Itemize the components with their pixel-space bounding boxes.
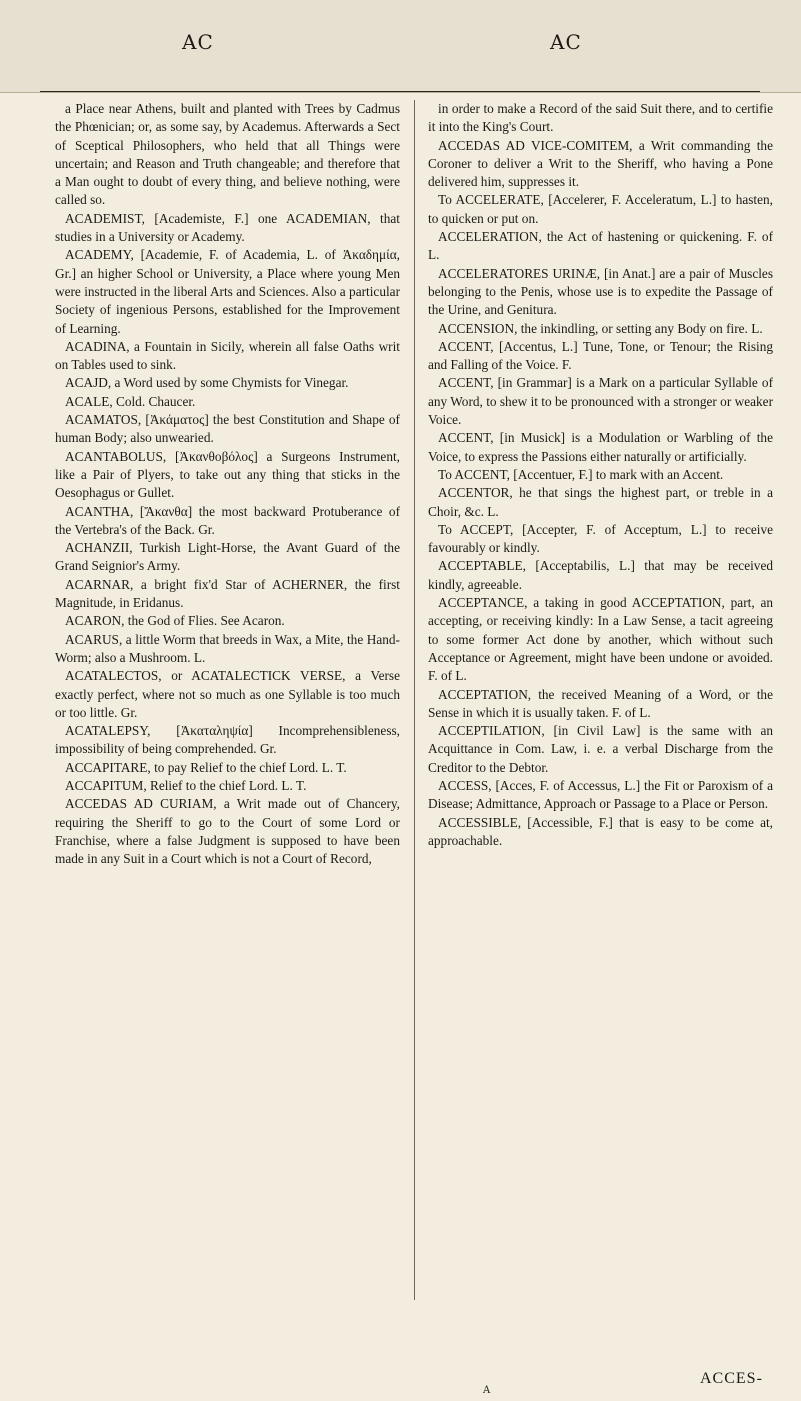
running-head-right: AC xyxy=(550,30,582,54)
dictionary-entry: ACCEPTATION, the received Meaning of a Word, or the Sense in which it is usually taken. F. of L. xyxy=(428,686,773,720)
dictionary-entry: ACCEPTANCE, a taking in good ACCEPTATION, part, an accepting, or receiving kindly: In a Law Sense, a tacit agreeing to some former Act done by another, which without such Acceptance or Agreement, might have been undone or avoided. F. of L. xyxy=(428,595,773,684)
dictionary-entry: ACCESS, [Acces, F. of Accessus, L.] the Fit or Paroxism of a Disease; Admittance, Approach or Passage to a Place or Person. xyxy=(428,777,773,812)
dictionary-entry: ACCENT, [Accentus, L.] Tune, Tone, or Tenour; the Rising and Falling of the Voice. F. xyxy=(428,338,773,373)
dictionary-entry: ACADEMY, [Academie, F. of Academia, L. of Ἀκαδημία, Gr.] an higher School or University, a Place where young Men were instructed in the liberal Arts and Sciences. Also a particular Society of ingenious Persons, established for the Improvement of Learning. xyxy=(55,247,400,336)
column-divider xyxy=(414,100,415,1300)
dictionary-entry: To ACCENT, [Accentuer, F.] to mark with an Accent. xyxy=(438,466,724,482)
page-header xyxy=(0,0,801,93)
dictionary-entry: ACCAPITARE, to pay Relief to the chief Lord. L. T. xyxy=(65,759,347,775)
running-head-left: AC xyxy=(182,30,214,54)
dictionary-entry: ACAJD, a Word used by some Chymists for Vinegar. xyxy=(65,375,349,391)
dictionary-entry: ACCENSION, the inkindling, or setting any Body on fire. L. xyxy=(438,320,763,336)
dictionary-entry: ACCENT, [in Grammar] is a Mark on a particular Syllable of any Word, to shew it to be pronounced with a stronger or weaker Voice. xyxy=(428,375,773,428)
dictionary-entry: a Place near Athens, built and planted with Trees by Cadmus the Phœnician; or, as some say, by Academus. Afterwards a Sect of Sceptical Philosophers, who held that all Things were uncertain; and Reason and Truth changeable; and therefore that a Man ought to doubt of every thing, and believe nothing, were called so. xyxy=(55,101,400,208)
dictionary-entry: ACCEPTILATION, [in Civil Law] is the same with an Acquittance in Com. Law, i. e. a verbal Discharge from the Creditor to the Debtor. xyxy=(428,723,773,775)
dictionary-entry: ACAMATOS, [Ἀκάματος] the best Constitution and Shape of human Body; also unwearied. xyxy=(55,412,400,446)
dictionary-entry: ACCELERATORES URINÆ, [in Anat.] are a pair of Muscles belonging to the Penis, whose use is to expedite the Passage of the Urine, and Genitura. xyxy=(428,265,773,318)
dictionary-entry: ACCENT, [in Musick] is a Modulation or Warbling of the Voice, to express the Passions either naturally or artificially. xyxy=(428,430,773,464)
header-rule xyxy=(40,91,760,92)
dictionary-entry: ACATALECTOS, or ACATALECTICK VERSE, a Verse exactly perfect, where not so much as one Syllable is too much or too little. Gr. xyxy=(55,668,400,720)
dictionary-entry: ACADEMIST, [Academiste, F.] one ACADEMIAN, that studies in a University or Academy. xyxy=(55,210,400,245)
catchword: ACCES- xyxy=(700,1370,763,1387)
dictionary-entry: ACCESSIBLE, [Accessible, F.] that is easy to be come at, approachable. xyxy=(428,814,773,848)
signature-mark: A xyxy=(483,1385,491,1396)
dictionary-entry: ACCENTOR, he that sings the highest part, or treble in a Choir, &c. L. xyxy=(428,485,773,519)
dictionary-entry: ACCELERATION, the Act of hastening or quickening. F. of L. xyxy=(428,229,773,263)
dictionary-entry: To ACCELERATE, [Accelerer, F. Acceleratum, L.] to hasten, to quicken or put on. xyxy=(428,192,773,226)
dictionary-entry: ACCEDAS AD CURIAM, a Writ made out of Chancery, requiring the Sheriff to go to the Court of some Lord or Franchise, where a false Judgment is supposed to have been made in any Suit in a Court which is not a Court of Record, xyxy=(55,796,400,867)
dictionary-entry: ACADINA, a Fountain in Sicily, wherein all false Oaths writ on Tables used to sink. xyxy=(55,338,400,373)
dictionary-entry: ACANTHA, [Ἄκανθα] the most backward Protuberance of the Vertebra's of the Back. Gr. xyxy=(55,503,400,537)
dictionary-entry: ACARUS, a little Worm that breeds in Wax, a Mite, the Hand-Worm; also a Mushroom. L. xyxy=(55,631,400,665)
dictionary-entry: in order to make a Record of the said Suit there, and to certifie it into the King's Court. xyxy=(428,101,773,135)
dictionary-entry: To ACCEPT, [Accepter, F. of Acceptum, L.] to receive favourably or kindly. xyxy=(428,521,773,556)
dictionary-entry: ACARNAR, a bright fix'd Star of ACHERNER, the first Magnitude, in Eridanus. xyxy=(55,576,400,611)
dictionary-entry: ACCAPITUM, Relief to the chief Lord. L. T. xyxy=(65,777,307,793)
right-column xyxy=(428,100,773,1385)
dictionary-entry: ACANTABOLUS, [Ἀκανθοβόλος] a Surgeons Instrument, like a Pair of Plyers, to take out any thing that sticks in the Oesophagus or Gullet. xyxy=(55,448,400,501)
dictionary-entry: ACHANZII, Turkish Light-Horse, the Avant Guard of the Grand Seignior's Army. xyxy=(55,540,400,574)
left-column xyxy=(55,100,400,1385)
dictionary-entry: ACCEDAS AD VICE-COMITEM, a Writ commanding the Coroner to deliver a Writ to the Sheriff, who having a Pone delivered him, suppresses it. xyxy=(428,137,773,190)
dictionary-entry: ACARON, the God of Flies. See Acaron. xyxy=(65,613,285,629)
dictionary-entry: ACCEPTABLE, [Acceptabilis, L.] that may be received kindly, agreeable. xyxy=(428,558,773,592)
dictionary-entry: ACALE, Cold. Chaucer. xyxy=(65,393,196,409)
dictionary-entry: ACATALEPSY, [Ἀκαταληψία] Incomprehensibleness, impossibility of being comprehended. Gr. xyxy=(55,723,400,757)
